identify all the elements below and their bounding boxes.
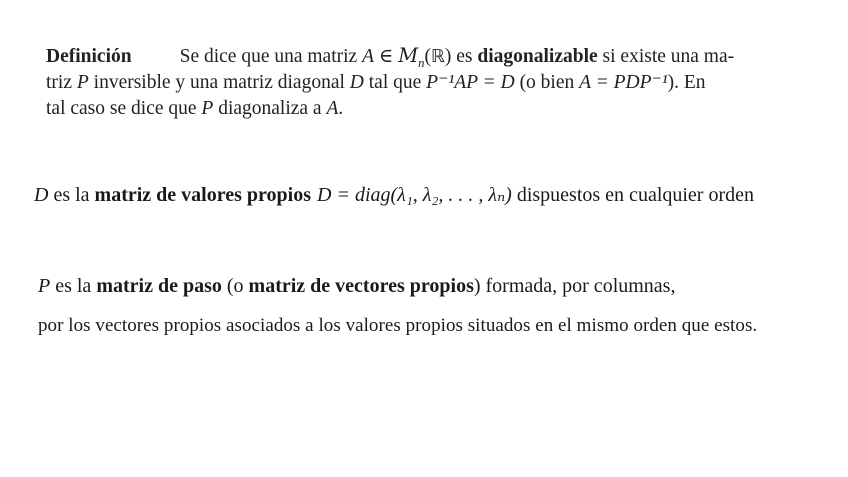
matrix-d-symbol: D	[349, 72, 364, 93]
similarity-equation: P⁻¹AP = D	[426, 72, 515, 93]
p-line-text-3: ) formada, por columnas,	[473, 275, 676, 297]
definition-label: Definición	[46, 46, 132, 67]
matrix-a-symbol-2: A	[326, 98, 339, 119]
diagonalization-equation: A = PDP⁻¹	[579, 72, 668, 93]
definition-es: es	[451, 46, 478, 67]
definition-line3-end: .	[338, 98, 344, 119]
paren-close: )	[444, 46, 452, 67]
definition-line-1	[46, 43, 734, 70]
definition-line-2	[46, 70, 734, 96]
change-of-basis-line	[38, 272, 675, 300]
definition-tail-1: si existe una ma-	[597, 46, 735, 67]
definition-line2-end: ). En	[667, 72, 706, 93]
definition-line2-mid3: (o bien	[514, 72, 580, 93]
matrix-a-symbol: A	[362, 46, 374, 67]
d-line-text-1: es la	[48, 184, 95, 206]
eigenvector-matrix-term: matriz de vectores propios	[248, 275, 474, 297]
matrix-p-symbol-2: P	[201, 98, 214, 119]
definition-line3-start: tal caso se dice que	[46, 98, 202, 119]
definition-line2-mid2: tal que	[363, 72, 427, 93]
matrix-d-symbol-3: D	[34, 184, 49, 206]
matrix-p-symbol-3: P	[38, 275, 51, 297]
d-line-text-2: dispuestos en cualquier orden	[511, 184, 755, 206]
p-line-continuation: por los vectores propios asociados a los valores propios situados en el mismo orden que estos.	[38, 315, 758, 336]
eigenvalue-matrix-term: matriz de valores propios	[94, 184, 312, 206]
paren-open: (	[424, 46, 431, 67]
diag-equation: D = diag(λ₁, λ₂, . . . , λₙ)	[317, 184, 512, 206]
p-line-text-1: es la	[50, 275, 97, 297]
eigenvalue-matrix-line	[34, 181, 754, 209]
change-of-basis-line-2	[38, 313, 757, 339]
matrix-p-symbol: P	[76, 72, 89, 93]
matrix-space-symbol: M	[398, 44, 419, 67]
definition-intro: Se dice que una matriz	[179, 46, 363, 67]
definition-line2-mid1: inversible y una matriz diagonal	[88, 72, 350, 93]
definition-block	[46, 43, 734, 122]
definition-line2-start: triz	[46, 72, 77, 93]
change-of-basis-term: matriz de paso	[96, 275, 222, 297]
definition-line3-mid: diagonaliza a	[213, 98, 327, 119]
real-field-symbol: ℝ	[430, 47, 445, 67]
matrix-space-index: n	[418, 55, 425, 70]
definition-line-3	[46, 96, 734, 122]
definition-term: diagonalizable	[477, 46, 598, 67]
p-line-text-2: (o	[221, 275, 249, 297]
element-of-symbol: ∈	[374, 46, 399, 67]
